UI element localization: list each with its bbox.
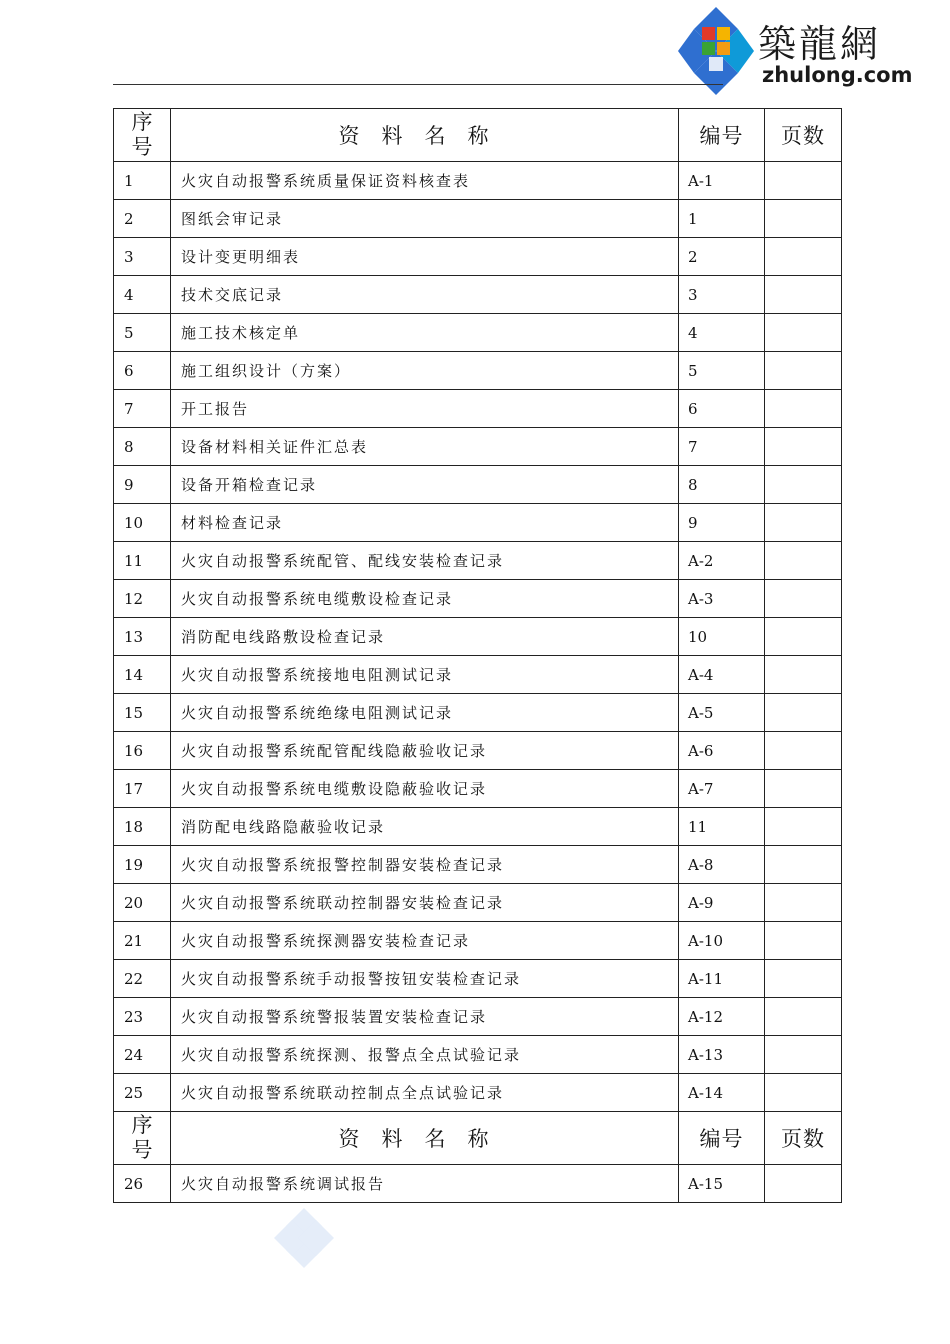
- header-code: 编号: [679, 1112, 765, 1165]
- row-name: 图纸会审记录: [171, 200, 679, 238]
- row-name: 火灾自动报警系统配管配线隐蔽验收记录: [171, 732, 679, 770]
- row-code: A-1: [679, 162, 765, 200]
- row-code: A-6: [679, 732, 765, 770]
- row-name: 火灾自动报警系统电缆敷设隐蔽验收记录: [171, 770, 679, 808]
- row-name: 火灾自动报警系统接地电阻测试记录: [171, 656, 679, 694]
- header-name: 资料名称: [171, 1112, 679, 1165]
- row-seq: 13: [114, 618, 171, 656]
- row-code: A-4: [679, 656, 765, 694]
- row-seq: 11: [114, 542, 171, 580]
- row-name: 消防配电线路隐蔽验收记录: [171, 808, 679, 846]
- row-code: A-12: [679, 998, 765, 1036]
- row-name: 火灾自动报警系统联动控制器安装检查记录: [171, 884, 679, 922]
- table-row: [114, 428, 842, 466]
- table-row: [114, 618, 842, 656]
- row-name: 设备材料相关证件汇总表: [171, 428, 679, 466]
- row-name: 火灾自动报警系统探测器安装检查记录: [171, 922, 679, 960]
- row-name: 技术交底记录: [171, 276, 679, 314]
- row-code: 6: [679, 390, 765, 428]
- logo-brand-cn: 築龍網: [758, 22, 882, 66]
- row-name: 火灾自动报警系统绝缘电阻测试记录: [171, 694, 679, 732]
- row-pages: [765, 390, 842, 428]
- row-code: A-9: [679, 884, 765, 922]
- row-name: 施工技术核定单: [171, 314, 679, 352]
- row-seq: 12: [114, 580, 171, 618]
- row-code: A-13: [679, 1036, 765, 1074]
- row-pages: [765, 162, 842, 200]
- row-seq: 22: [114, 960, 171, 998]
- row-code: A-5: [679, 694, 765, 732]
- row-pages: [765, 276, 842, 314]
- row-pages: [765, 694, 842, 732]
- table-row: [114, 162, 842, 200]
- table-row: [114, 238, 842, 276]
- table-row: [114, 808, 842, 846]
- header-pages: 页数: [765, 109, 842, 162]
- row-name: 火灾自动报警系统电缆敷设检查记录: [171, 580, 679, 618]
- header-seq: [114, 109, 171, 162]
- row-pages: [765, 618, 842, 656]
- row-pages: [765, 352, 842, 390]
- row-code: A-11: [679, 960, 765, 998]
- document-index-table: [113, 108, 842, 1203]
- table-row: [114, 960, 842, 998]
- header-name: 资料名称: [171, 109, 679, 162]
- header-seq: [114, 1112, 171, 1165]
- header-pages: 页数: [765, 1112, 842, 1165]
- row-seq: 18: [114, 808, 171, 846]
- row-name: 开工报告: [171, 390, 679, 428]
- row-pages: [765, 542, 842, 580]
- table-row: [114, 1074, 842, 1112]
- row-code: 3: [679, 276, 765, 314]
- row-name: 施工组织设计（方案）: [171, 352, 679, 390]
- table-header-row: [114, 109, 842, 162]
- row-seq: 10: [114, 504, 171, 542]
- row-name: 消防配电线路敷设检查记录: [171, 618, 679, 656]
- row-pages: [765, 314, 842, 352]
- table-row: [114, 694, 842, 732]
- table-row: [114, 846, 842, 884]
- row-code: A-8: [679, 846, 765, 884]
- row-seq: 21: [114, 922, 171, 960]
- row-pages: [765, 466, 842, 504]
- row-code: 2: [679, 238, 765, 276]
- row-pages: [765, 656, 842, 694]
- row-code: 10: [679, 618, 765, 656]
- table-row: [114, 656, 842, 694]
- row-name: 火灾自动报警系统联动控制点全点试验记录: [171, 1074, 679, 1112]
- row-seq: 9: [114, 466, 171, 504]
- table-row: [114, 504, 842, 542]
- row-code: 5: [679, 352, 765, 390]
- row-name: 火灾自动报警系统报警控制器安装检查记录: [171, 846, 679, 884]
- row-pages: [765, 732, 842, 770]
- table-row: [114, 1036, 842, 1074]
- row-code: A-10: [679, 922, 765, 960]
- row-pages: [765, 580, 842, 618]
- table-body: [114, 109, 842, 1203]
- row-seq: 14: [114, 656, 171, 694]
- row-code: A-14: [679, 1074, 765, 1112]
- row-pages: [765, 1036, 842, 1074]
- row-seq: 26: [114, 1165, 171, 1203]
- table-row: [114, 884, 842, 922]
- row-seq: 1: [114, 162, 171, 200]
- row-seq: 7: [114, 390, 171, 428]
- row-code: A-7: [679, 770, 765, 808]
- table-row: [114, 200, 842, 238]
- row-code: 4: [679, 314, 765, 352]
- row-name: 火灾自动报警系统警报装置安装检查记录: [171, 998, 679, 1036]
- table-row: [114, 1165, 842, 1203]
- row-seq: 2: [114, 200, 171, 238]
- row-pages: [765, 1165, 842, 1203]
- table-row: [114, 466, 842, 504]
- row-pages: [765, 998, 842, 1036]
- row-pages: [765, 846, 842, 884]
- row-code: 1: [679, 200, 765, 238]
- row-seq: 17: [114, 770, 171, 808]
- row-seq: 3: [114, 238, 171, 276]
- row-name: 材料检查记录: [171, 504, 679, 542]
- row-seq: 20: [114, 884, 171, 922]
- row-pages: [765, 922, 842, 960]
- row-code: A-3: [679, 580, 765, 618]
- row-seq: 19: [114, 846, 171, 884]
- table-header-row: [114, 1112, 842, 1165]
- row-pages: [765, 200, 842, 238]
- row-name: 设备开箱检查记录: [171, 466, 679, 504]
- row-code: 9: [679, 504, 765, 542]
- row-name: 火灾自动报警系统调试报告: [171, 1165, 679, 1203]
- row-seq: 16: [114, 732, 171, 770]
- header-seq-top: 序: [131, 110, 153, 134]
- row-name: 火灾自动报警系统探测、报警点全点试验记录: [171, 1036, 679, 1074]
- table-row: [114, 732, 842, 770]
- header-rule: [113, 84, 723, 85]
- row-seq: 25: [114, 1074, 171, 1112]
- row-name: 设计变更明细表: [171, 238, 679, 276]
- row-code: A-15: [679, 1165, 765, 1203]
- table-row: [114, 352, 842, 390]
- row-pages: [765, 884, 842, 922]
- row-seq: 4: [114, 276, 171, 314]
- row-name: 火灾自动报警系统手动报警按钮安装检查记录: [171, 960, 679, 998]
- header-seq-bottom: 号: [131, 135, 153, 159]
- row-pages: [765, 428, 842, 466]
- row-code: 8: [679, 466, 765, 504]
- logo-brand-en: zhulong.com: [762, 63, 913, 87]
- row-code: 7: [679, 428, 765, 466]
- row-pages: [765, 238, 842, 276]
- row-pages: [765, 504, 842, 542]
- table-row: [114, 276, 842, 314]
- table-row: [114, 542, 842, 580]
- table-row: [114, 922, 842, 960]
- table-row: [114, 390, 842, 428]
- row-seq: 6: [114, 352, 171, 390]
- row-name: 火灾自动报警系统配管、配线安装检查记录: [171, 542, 679, 580]
- row-seq: 15: [114, 694, 171, 732]
- header-code: 编号: [679, 109, 765, 162]
- row-name: 火灾自动报警系统质量保证资料核查表: [171, 162, 679, 200]
- header-seq-top: 序: [131, 1113, 153, 1137]
- row-seq: 23: [114, 998, 171, 1036]
- table-row: [114, 998, 842, 1036]
- row-pages: [765, 1074, 842, 1112]
- table-row: [114, 580, 842, 618]
- row-seq: 24: [114, 1036, 171, 1074]
- row-code: A-2: [679, 542, 765, 580]
- table-row: [114, 770, 842, 808]
- table-row: [114, 314, 842, 352]
- row-seq: 8: [114, 428, 171, 466]
- row-seq: 5: [114, 314, 171, 352]
- row-pages: [765, 770, 842, 808]
- row-pages: [765, 808, 842, 846]
- row-pages: [765, 960, 842, 998]
- row-code: 11: [679, 808, 765, 846]
- header-seq-bottom: 号: [131, 1138, 153, 1162]
- watermark-logo-icon: [272, 1206, 336, 1270]
